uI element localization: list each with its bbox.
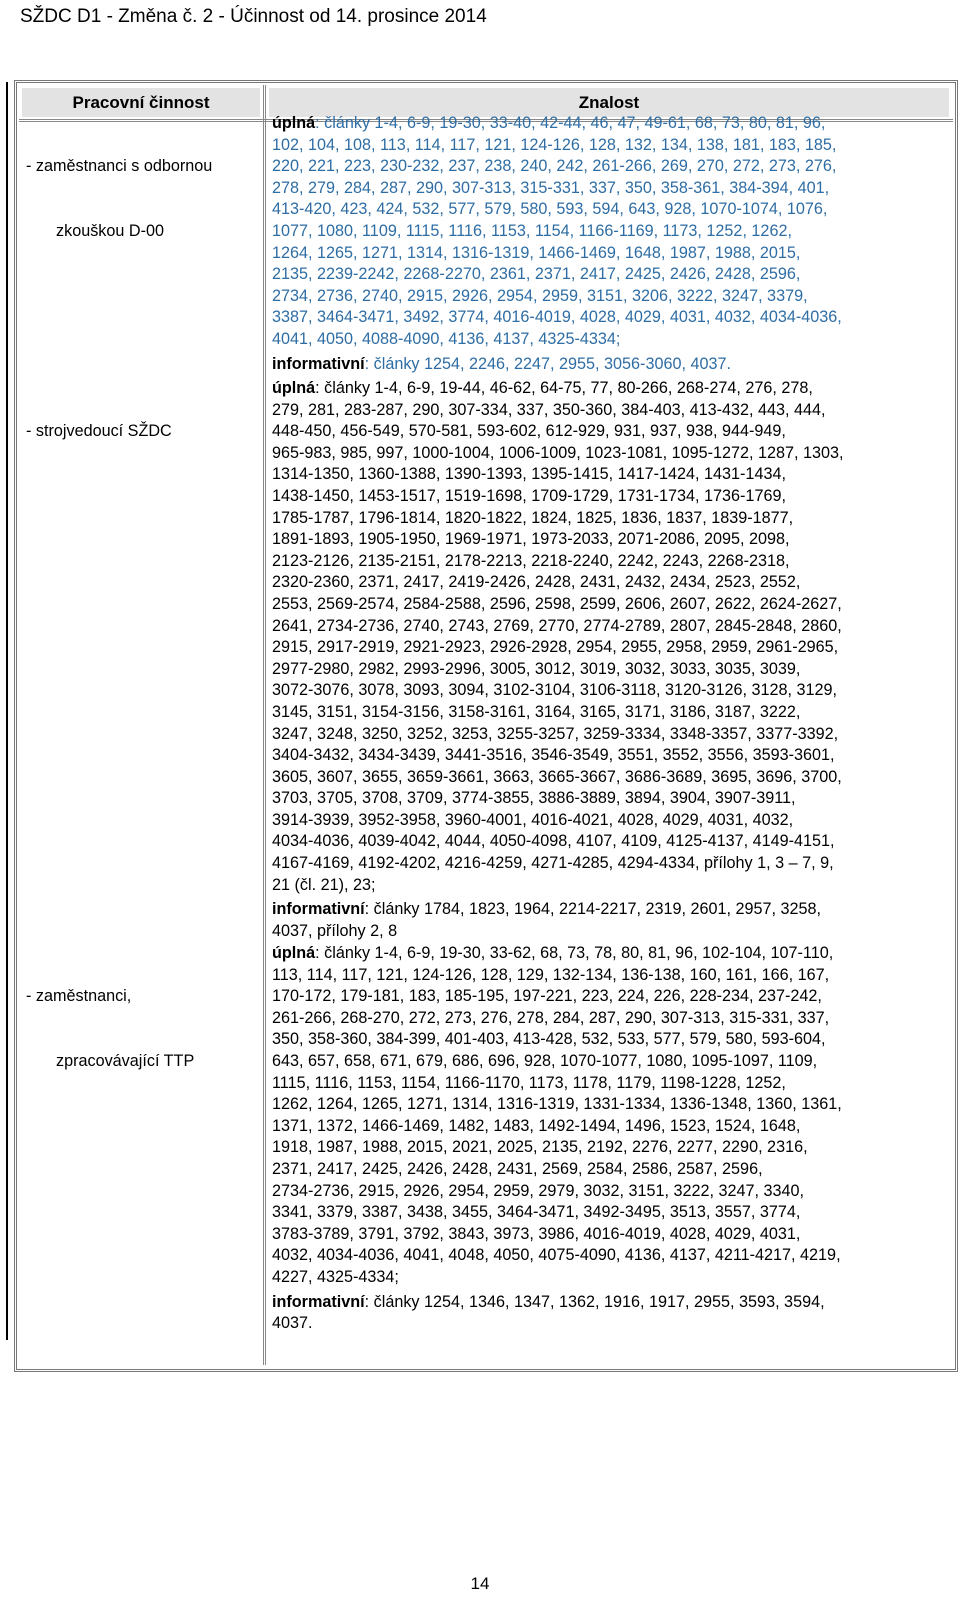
page-header: SŽDC D1 - Změna č. 2 - Účinnost od 14. prosince 2014 — [20, 6, 487, 27]
scope-label: úplná — [272, 114, 316, 132]
article-list-text: 3072-3076, 3078, 3093, 3094, 3102-3104, 3106-3118, 3120-3126, 3128, 3129, — [272, 681, 837, 700]
article-line — [272, 810, 948, 832]
article-line — [272, 508, 948, 530]
article-line — [272, 1029, 948, 1051]
article-line — [272, 637, 948, 659]
article-list-text: 413-420, 423, 424, 532, 577, 579, 580, 593, 594, 643, 928, 1070-1074, 1076, — [272, 200, 828, 219]
article-line — [272, 156, 948, 178]
article-line — [272, 286, 948, 308]
scope-label: úplná — [272, 379, 316, 397]
role-text: zkouškou D-00 — [56, 221, 164, 240]
article-line — [272, 354, 948, 376]
article-line — [272, 965, 948, 987]
article-line — [272, 1094, 948, 1116]
article-list-text: 3605, 3607, 3655, 3659-3661, 3663, 3665-3667, 3686-3689, 3695, 3696, 3700, — [272, 767, 842, 786]
article-line — [272, 745, 948, 767]
article-list-text: 3145, 3151, 3154-3156, 3158-3161, 3164, 3165, 3171, 3186, 3187, 3222, — [272, 702, 801, 721]
article-line — [272, 788, 948, 810]
article-list-text: 3247, 3248, 3250, 3252, 3253, 3255-3257, 3259-3334, 3348-3357, 3377-3392, — [272, 724, 839, 743]
article-line — [272, 831, 948, 853]
scope-label: informativní — [272, 1292, 365, 1311]
article-line — [272, 1245, 948, 1267]
article-line — [272, 464, 948, 486]
article-line — [272, 616, 948, 638]
article-list-text: 170-172, 179-181, 183, 185-195, 197-221, 223, 224, 226, 228-234, 237-242, — [272, 987, 822, 1006]
article-list-text: 261-266, 268-270, 272, 273, 276, 278, 284, 287, 290, 307-313, 315-331, 337, — [272, 1008, 830, 1027]
article-list-text: 1314-1350, 1360-1388, 1390-1393, 1395-1415, 1417-1424, 1431-1434, — [272, 465, 786, 484]
article-line — [272, 199, 948, 221]
article-line — [272, 1073, 948, 1095]
article-line — [272, 1313, 948, 1335]
page-number: 14 — [470, 1574, 490, 1593]
article-list-text: 643, 657, 658, 671, 679, 686, 696, 928, 1070-1077, 1080, 1095-1097, 1109, — [272, 1051, 818, 1070]
article-list-text: : články 1254, 1346, 1347, 1362, 1916, 1917, 2955, 3593, 3594, — [364, 1292, 825, 1311]
scope-label: úplná — [272, 944, 316, 962]
article-list-text: : články 1-4, 6-9, 19-44, 46-62, 64-75, 77, 80-266, 268-274, 276, 278, — [315, 379, 813, 397]
article-list-text: 2641, 2734-2736, 2740, 2743, 2769, 2770, 2774-2789, 2807, 2845-2848, 2860, — [272, 616, 842, 635]
column-header-knowledge: Znalost — [269, 88, 949, 117]
article-list-text: 965-983, 985, 997, 1000-1004, 1006-1009, 1023-1081, 1095-1272, 1287, 1303, — [272, 443, 844, 462]
knowledge-cell — [272, 378, 948, 942]
article-list-text: 2123-2126, 2135-2151, 2178-2213, 2218-2240, 2242, 2243, 2268-2318, — [272, 551, 790, 570]
article-line — [272, 659, 948, 681]
article-line — [272, 572, 948, 594]
article-line — [272, 1159, 948, 1181]
knowledge-cell — [272, 943, 948, 1335]
article-list-text: 3387, 3464-3471, 3492, 3774, 4016-4019, 4028, 4029, 4031, 4032, 4034-4036, — [272, 308, 842, 327]
article-list-text: 448-450, 456-549, 570-581, 593-602, 612-929, 931, 937, 938, 944-949, — [272, 422, 786, 441]
article-line — [272, 1137, 948, 1159]
role-cell — [26, 113, 256, 286]
article-list-text: 1891-1893, 1905-1950, 1969-1971, 1973-2033, 2071-2086, 2095, 2098, — [272, 530, 790, 549]
article-line — [272, 264, 948, 286]
article-list-text: 1438-1450, 1453-1517, 1519-1698, 1709-1729, 1731-1734, 1736-1769, — [272, 486, 786, 505]
article-line — [272, 529, 948, 551]
article-list-text: 2371, 2417, 2425, 2426, 2428, 2431, 2569, 2584, 2586, 2587, 2596, — [272, 1159, 763, 1178]
article-list-text: 3404-3432, 3434-3439, 3441-3516, 3546-3549, 3551, 3552, 3556, 3593-3601, — [272, 746, 835, 765]
article-list-text: 4034-4036, 4039-4042, 4044, 4050-4098, 4107, 4109, 4125-4137, 4149-4151, — [272, 832, 835, 851]
change-bar — [6, 82, 8, 1340]
article-list-text: 3914-3939, 3952-3958, 3960-4001, 4016-4021, 4028, 4029, 4031, 4032, — [272, 810, 794, 829]
article-line — [272, 178, 948, 200]
article-list-text: 1262, 1264, 1265, 1271, 1314, 1316-1319, 1331-1334, 1336-1348, 1360, 1361, — [272, 1095, 842, 1114]
article-list-text: 4032, 4034-4036, 4041, 4048, 4050, 4075-4090, 4136, 4137, 4211-4217, 4219, — [272, 1246, 841, 1265]
article-list-text: 350, 358-360, 384-399, 401-403, 413-428, 532, 533, 577, 579, 580, 593-604, — [272, 1030, 826, 1049]
article-list-text: 2734-2736, 2915, 2926, 2954, 2959, 2979, 3032, 3151, 3222, 3247, 3340, — [272, 1181, 804, 1200]
article-line — [272, 767, 948, 789]
article-list-text: : články 1784, 1823, 1964, 2214-2217, 2319, 2601, 2957, 3258, — [364, 900, 821, 919]
role-text: - zaměstnanci s odbornou — [26, 157, 213, 176]
article-line — [272, 680, 948, 702]
article-line — [272, 400, 948, 422]
article-list-text: 4037. — [272, 1314, 313, 1333]
article-line — [272, 135, 948, 157]
article-list-text: 4037, přílohy 2, 8 — [272, 921, 398, 940]
column-header-activity: Pracovní činnost — [22, 88, 260, 117]
role-text: - strojvedoucí SŽDC — [26, 422, 172, 441]
knowledge-cell — [272, 113, 948, 375]
article-line — [272, 594, 948, 616]
article-line — [272, 221, 948, 243]
article-line — [272, 329, 948, 351]
article-list-text: 1077, 1080, 1109, 1115, 1116, 1153, 1154, 1166-1169, 1173, 1252, 1262, — [272, 221, 792, 240]
scope-label: informativní — [272, 900, 365, 919]
article-line — [272, 853, 948, 875]
scope-label: informativní — [272, 354, 365, 373]
article-line — [272, 443, 948, 465]
article-line — [272, 702, 948, 724]
article-list-text: 2135, 2239-2242, 2268-2270, 2361, 2371, 2417, 2425, 2426, 2428, 2596, — [272, 265, 801, 284]
article-line — [272, 378, 948, 400]
article-list-text: 220, 221, 223, 230-232, 237, 238, 240, 242, 261-266, 269, 270, 272, 273, 276, — [272, 157, 837, 176]
column-divider — [263, 85, 266, 1365]
article-list-text: 113, 114, 117, 121, 124-126, 128, 129, 132-134, 136-138, 160, 161, 166, 167, — [272, 965, 830, 984]
role-cell — [26, 378, 256, 486]
article-list-text: 1371, 1372, 1466-1469, 1482, 1483, 1492-1494, 1496, 1523, 1524, 1648, — [272, 1116, 801, 1135]
article-line — [272, 875, 948, 897]
article-list-text: 1264, 1265, 1271, 1314, 1316-1319, 1466-1469, 1648, 1987, 1988, 2015, — [272, 243, 801, 262]
article-line — [272, 1008, 948, 1030]
article-line — [272, 113, 948, 135]
article-list-text: 4041, 4050, 4088-4090, 4136, 4137, 4325-4334; — [272, 329, 621, 348]
article-line — [272, 243, 948, 265]
article-line — [272, 1224, 948, 1246]
role-cell — [26, 943, 256, 1116]
article-list-text: 102, 104, 108, 113, 114, 117, 121, 124-126, 128, 132, 134, 138, 181, 183, 185, — [272, 135, 837, 154]
role-text: zpracovávající TTP — [56, 1051, 195, 1070]
article-list-text: 2915, 2917-2919, 2921-2923, 2926-2928, 2954, 2955, 2958, 2959, 2961-2965, — [272, 638, 839, 657]
article-line — [272, 551, 948, 573]
article-line — [272, 421, 948, 443]
article-list-text: 279, 281, 283-287, 290, 307-334, 337, 350-360, 384-403, 413-432, 443, 444, — [272, 400, 826, 419]
article-line — [272, 921, 948, 943]
article-list-text: : články 1-4, 6-9, 19-30, 33-40, 42-44, 46, 47, 49-61, 68, 73, 80, 81, 96, — [315, 114, 826, 132]
article-list-text: 278, 279, 284, 287, 290, 307-313, 315-331, 337, 350, 358-361, 384-394, 401, — [272, 178, 830, 197]
article-list-text: 2734, 2736, 2740, 2915, 2926, 2954, 2959, 3151, 3206, 3222, 3247, 3379, — [272, 286, 808, 305]
article-line — [272, 986, 948, 1008]
article-list-text: 1115, 1116, 1153, 1154, 1166-1170, 1173, 1178, 1179, 1198-1228, 1252, — [272, 1073, 786, 1092]
article-line — [272, 899, 948, 921]
article-list-text: 3341, 3379, 3387, 3438, 3455, 3464-3471, 3492-3495, 3513, 3557, 3774, — [272, 1203, 801, 1222]
article-line — [272, 1116, 948, 1138]
article-line — [272, 943, 948, 965]
article-list-text: 3783-3789, 3791, 3792, 3843, 3973, 3986, 4016-4019, 4028, 4029, 4031, — [272, 1224, 801, 1243]
article-line — [272, 1292, 948, 1314]
article-list-text: : články 1254, 2246, 2247, 2955, 3056-3060, 4037. — [364, 354, 731, 373]
article-list-text: 2553, 2569-2574, 2584-2588, 2596, 2598, 2599, 2606, 2607, 2622, 2624-2627, — [272, 594, 842, 613]
article-line — [272, 724, 948, 746]
article-list-text: 4227, 4325-4334; — [272, 1267, 399, 1286]
article-list-text: 1918, 1987, 1988, 2015, 2021, 2025, 2135, 2192, 2276, 2277, 2290, 2316, — [272, 1138, 808, 1157]
article-list-text: 1785-1787, 1796-1814, 1820-1822, 1824, 1825, 1836, 1837, 1839-1877, — [272, 508, 794, 527]
knowledge-table — [14, 80, 958, 1372]
article-list-text: : články 1-4, 6-9, 19-30, 33-62, 68, 73, 78, 80, 81, 96, 102-104, 107-110, — [315, 944, 834, 962]
article-line — [272, 1267, 948, 1289]
role-text: - zaměstnanci, — [26, 987, 132, 1006]
article-list-text: 4167-4169, 4192-4202, 4216-4259, 4271-4285, 4294-4334, přílohy 1, 3 – 7, 9, — [272, 854, 834, 873]
article-line — [272, 486, 948, 508]
article-line — [272, 1051, 948, 1073]
article-list-text: 3703, 3705, 3708, 3709, 3774-3855, 3886-3889, 3894, 3904, 3907-3911, — [272, 789, 796, 808]
article-line — [272, 307, 948, 329]
article-list-text: 2320-2360, 2371, 2417, 2419-2426, 2428, 2431, 2432, 2434, 2523, 2552, — [272, 573, 801, 592]
article-list-text: 21 (čl. 21), 23; — [272, 875, 376, 894]
article-line — [272, 1181, 948, 1203]
article-list-text: 2977-2980, 2982, 2993-2996, 3005, 3012, 3019, 3032, 3033, 3035, 3039, — [272, 659, 801, 678]
article-line — [272, 1202, 948, 1224]
